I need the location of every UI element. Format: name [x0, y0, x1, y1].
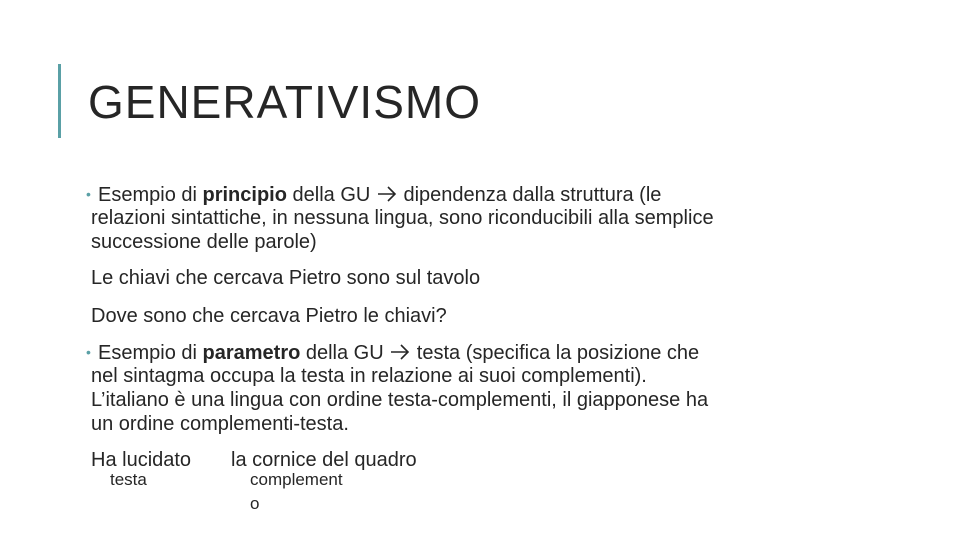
slide-title: GENERATIVISMO [88, 76, 481, 128]
arrow-right-icon [389, 342, 411, 362]
bullet-principio-line3: successione delle parole) [91, 231, 317, 253]
bullet-principio-line2: relazioni sintattiche, in nessuna lingua, sono riconducibili alla semplice [91, 207, 714, 229]
arrow-right-icon [376, 184, 398, 204]
bullet-parametro-line3: L’italiano è una lingua con ordine testa-complementi, il giapponese ha [91, 389, 709, 411]
keyword-principio: principio [202, 184, 287, 206]
keyword-parametro: parametro [202, 342, 301, 364]
example-sentence-1: Le chiavi che cercava Pietro sono sul tavolo [91, 267, 481, 289]
label-testa: testa [110, 470, 147, 489]
example-head: Ha lucidato [91, 449, 192, 471]
bullet-icon: • [86, 344, 91, 360]
bullet-parametro-line2: nel sintagma occupa la testa in relazione ai suoi complementi). [91, 365, 647, 387]
bullet-principio-line1: • Esempio di principio della GU dipendenza dalla struttura (le [86, 184, 662, 206]
example-complement: la cornice del quadro [231, 449, 417, 471]
label-complemento-line1: complement [250, 470, 343, 489]
bullet-parametro-line4: un ordine complementi-testa. [91, 413, 349, 435]
bullet-icon: • [86, 186, 91, 202]
title-accent-bar [58, 64, 61, 138]
example-sentence-2: Dove sono che cercava Pietro le chiavi? [91, 305, 447, 327]
bullet-parametro-line1: • Esempio di parametro della GU testa (specifica la posizione che [86, 342, 700, 364]
label-complemento-line2: o [250, 494, 260, 513]
